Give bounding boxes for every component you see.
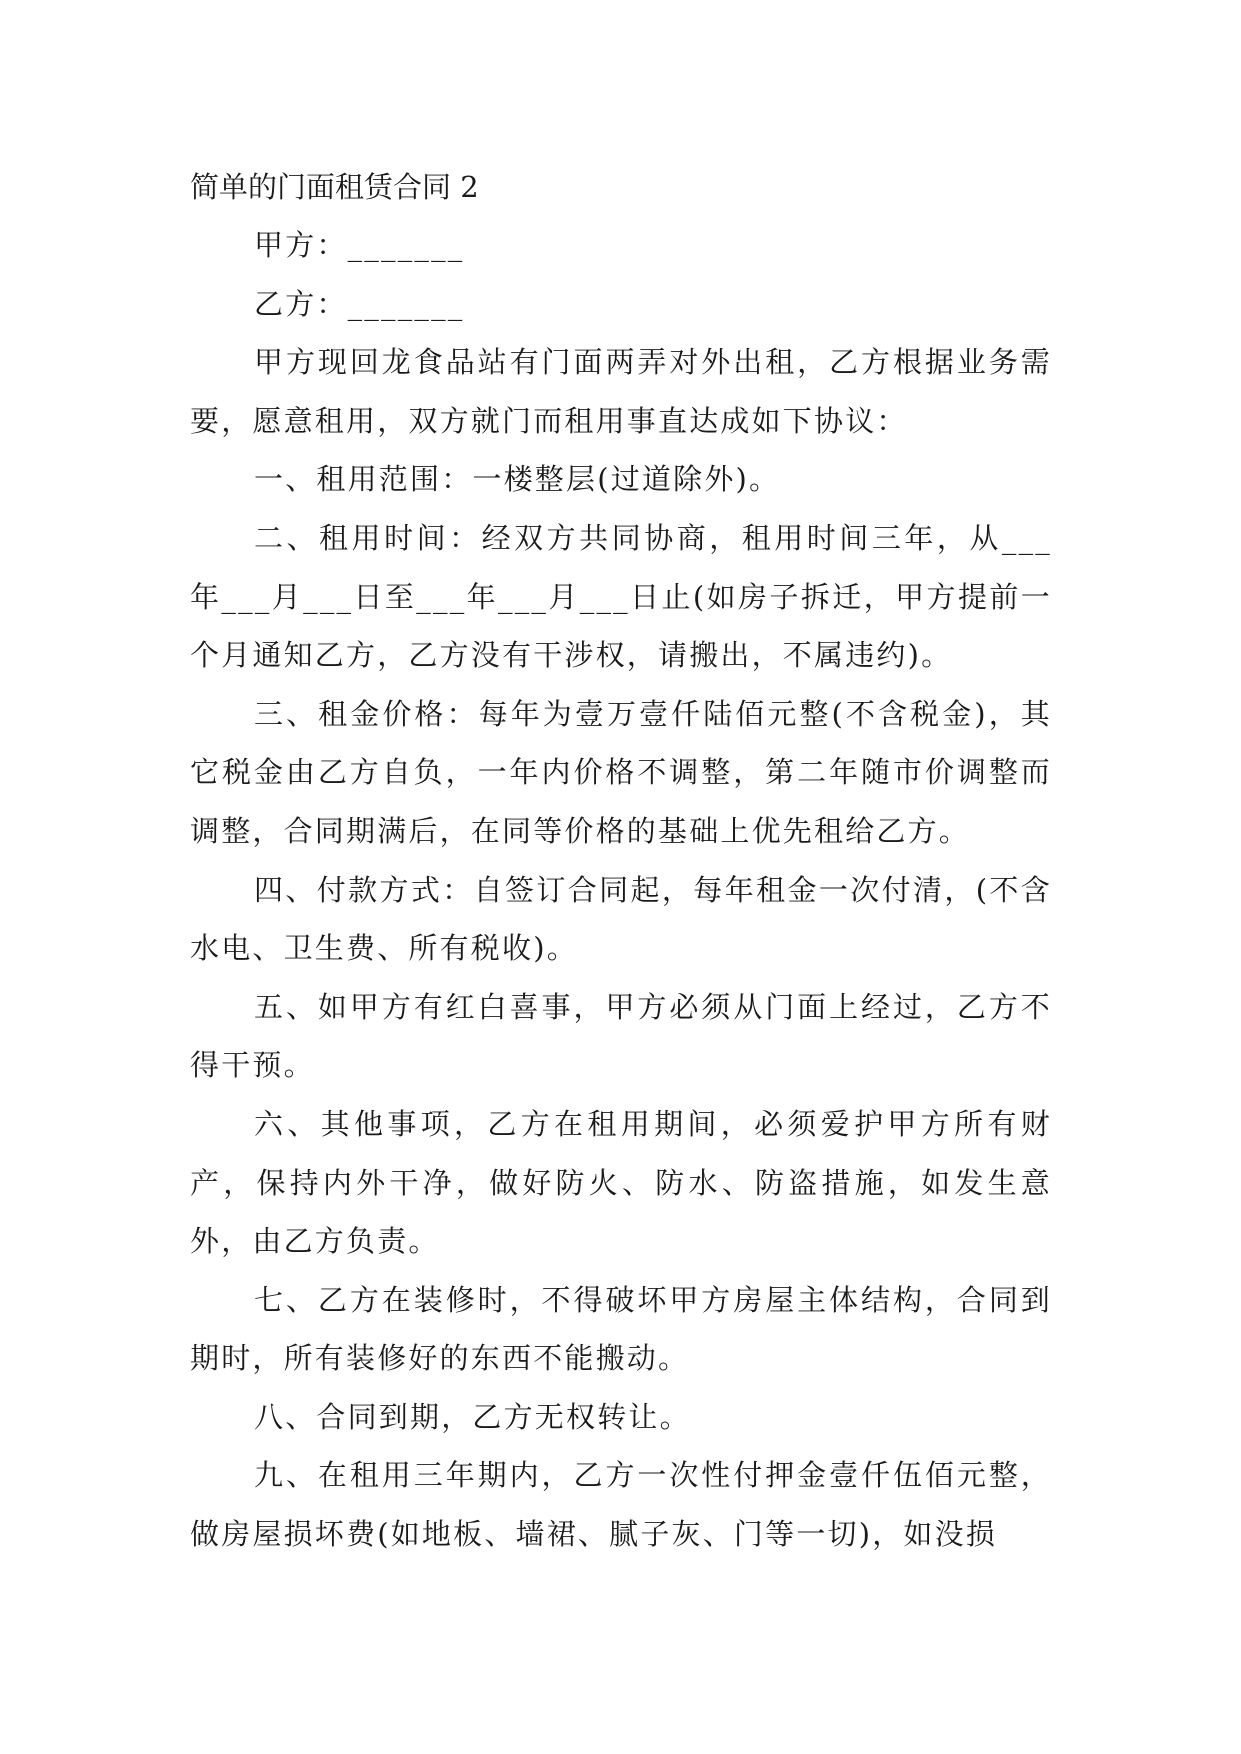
- paragraph-clause-3-rent: 三、租金价格：每年为壹万壹仟陆佰元整(不含税金)，其它税金由乙方自负，一年内价格不调整，第二年随市价调整而调整，合同期满后，在同等价格的基础上优先租给乙方。: [190, 696, 1052, 848]
- document-title: 简单的门面租赁合同 2: [190, 170, 479, 204]
- paragraph-clause-5-events: 五、如甲方有红白喜事，甲方必须从门面上经过，乙方不得干预。: [190, 989, 1052, 1083]
- paragraph-clause-9-deposit: 九、在租用三年期内，乙方一次性付押金壹仟伍佰元整，做房屋损坏费(如地板、墙裙、腻子灰、门等一切)，如没损: [190, 1458, 1052, 1552]
- party-a-line: 甲方：_______: [254, 228, 465, 262]
- paragraph-clause-6-other: 六、其他事项，乙方在租用期间，必须爱护甲方所有财产，保持内外干净，做好防火、防水、防盗措施，如发生意外，由乙方负责。: [190, 1106, 1052, 1259]
- paragraph-clause-8-transfer: 八、合同到期，乙方无权转让。: [254, 1399, 691, 1434]
- paragraph-clause-4-payment: 四、付款方式：自签订合同起，每年租金一次付清，(不含水电、卫生费、所有税收)。: [190, 872, 1052, 966]
- paragraph-intro: 甲方现回龙食品站有门面两弄对外出租，乙方根据业务需要，愿意租用，双方就门而租用事直达成如下协议：: [190, 345, 1052, 438]
- paragraph-clause-1-scope: 一、租用范围：一楼整层(过道除外)。: [254, 462, 781, 497]
- document-body: [190, 158, 1052, 1564]
- paragraph-clause-7-renovation: 七、乙方在装修时，不得破坏甲方房屋主体结构，合同到期时，所有装修好的东西不能搬动。: [190, 1282, 1052, 1376]
- paragraph-clause-2-term: 二、租用时间：经双方共同协商，租用时间三年，从___年___月___日至___年___月___日止(如房子拆迁，甲方提前一个月通知乙方，乙方没有干涉权，请搬出，不属违约)。: [190, 520, 1052, 673]
- party-b-line: 乙方：_______: [254, 286, 465, 321]
